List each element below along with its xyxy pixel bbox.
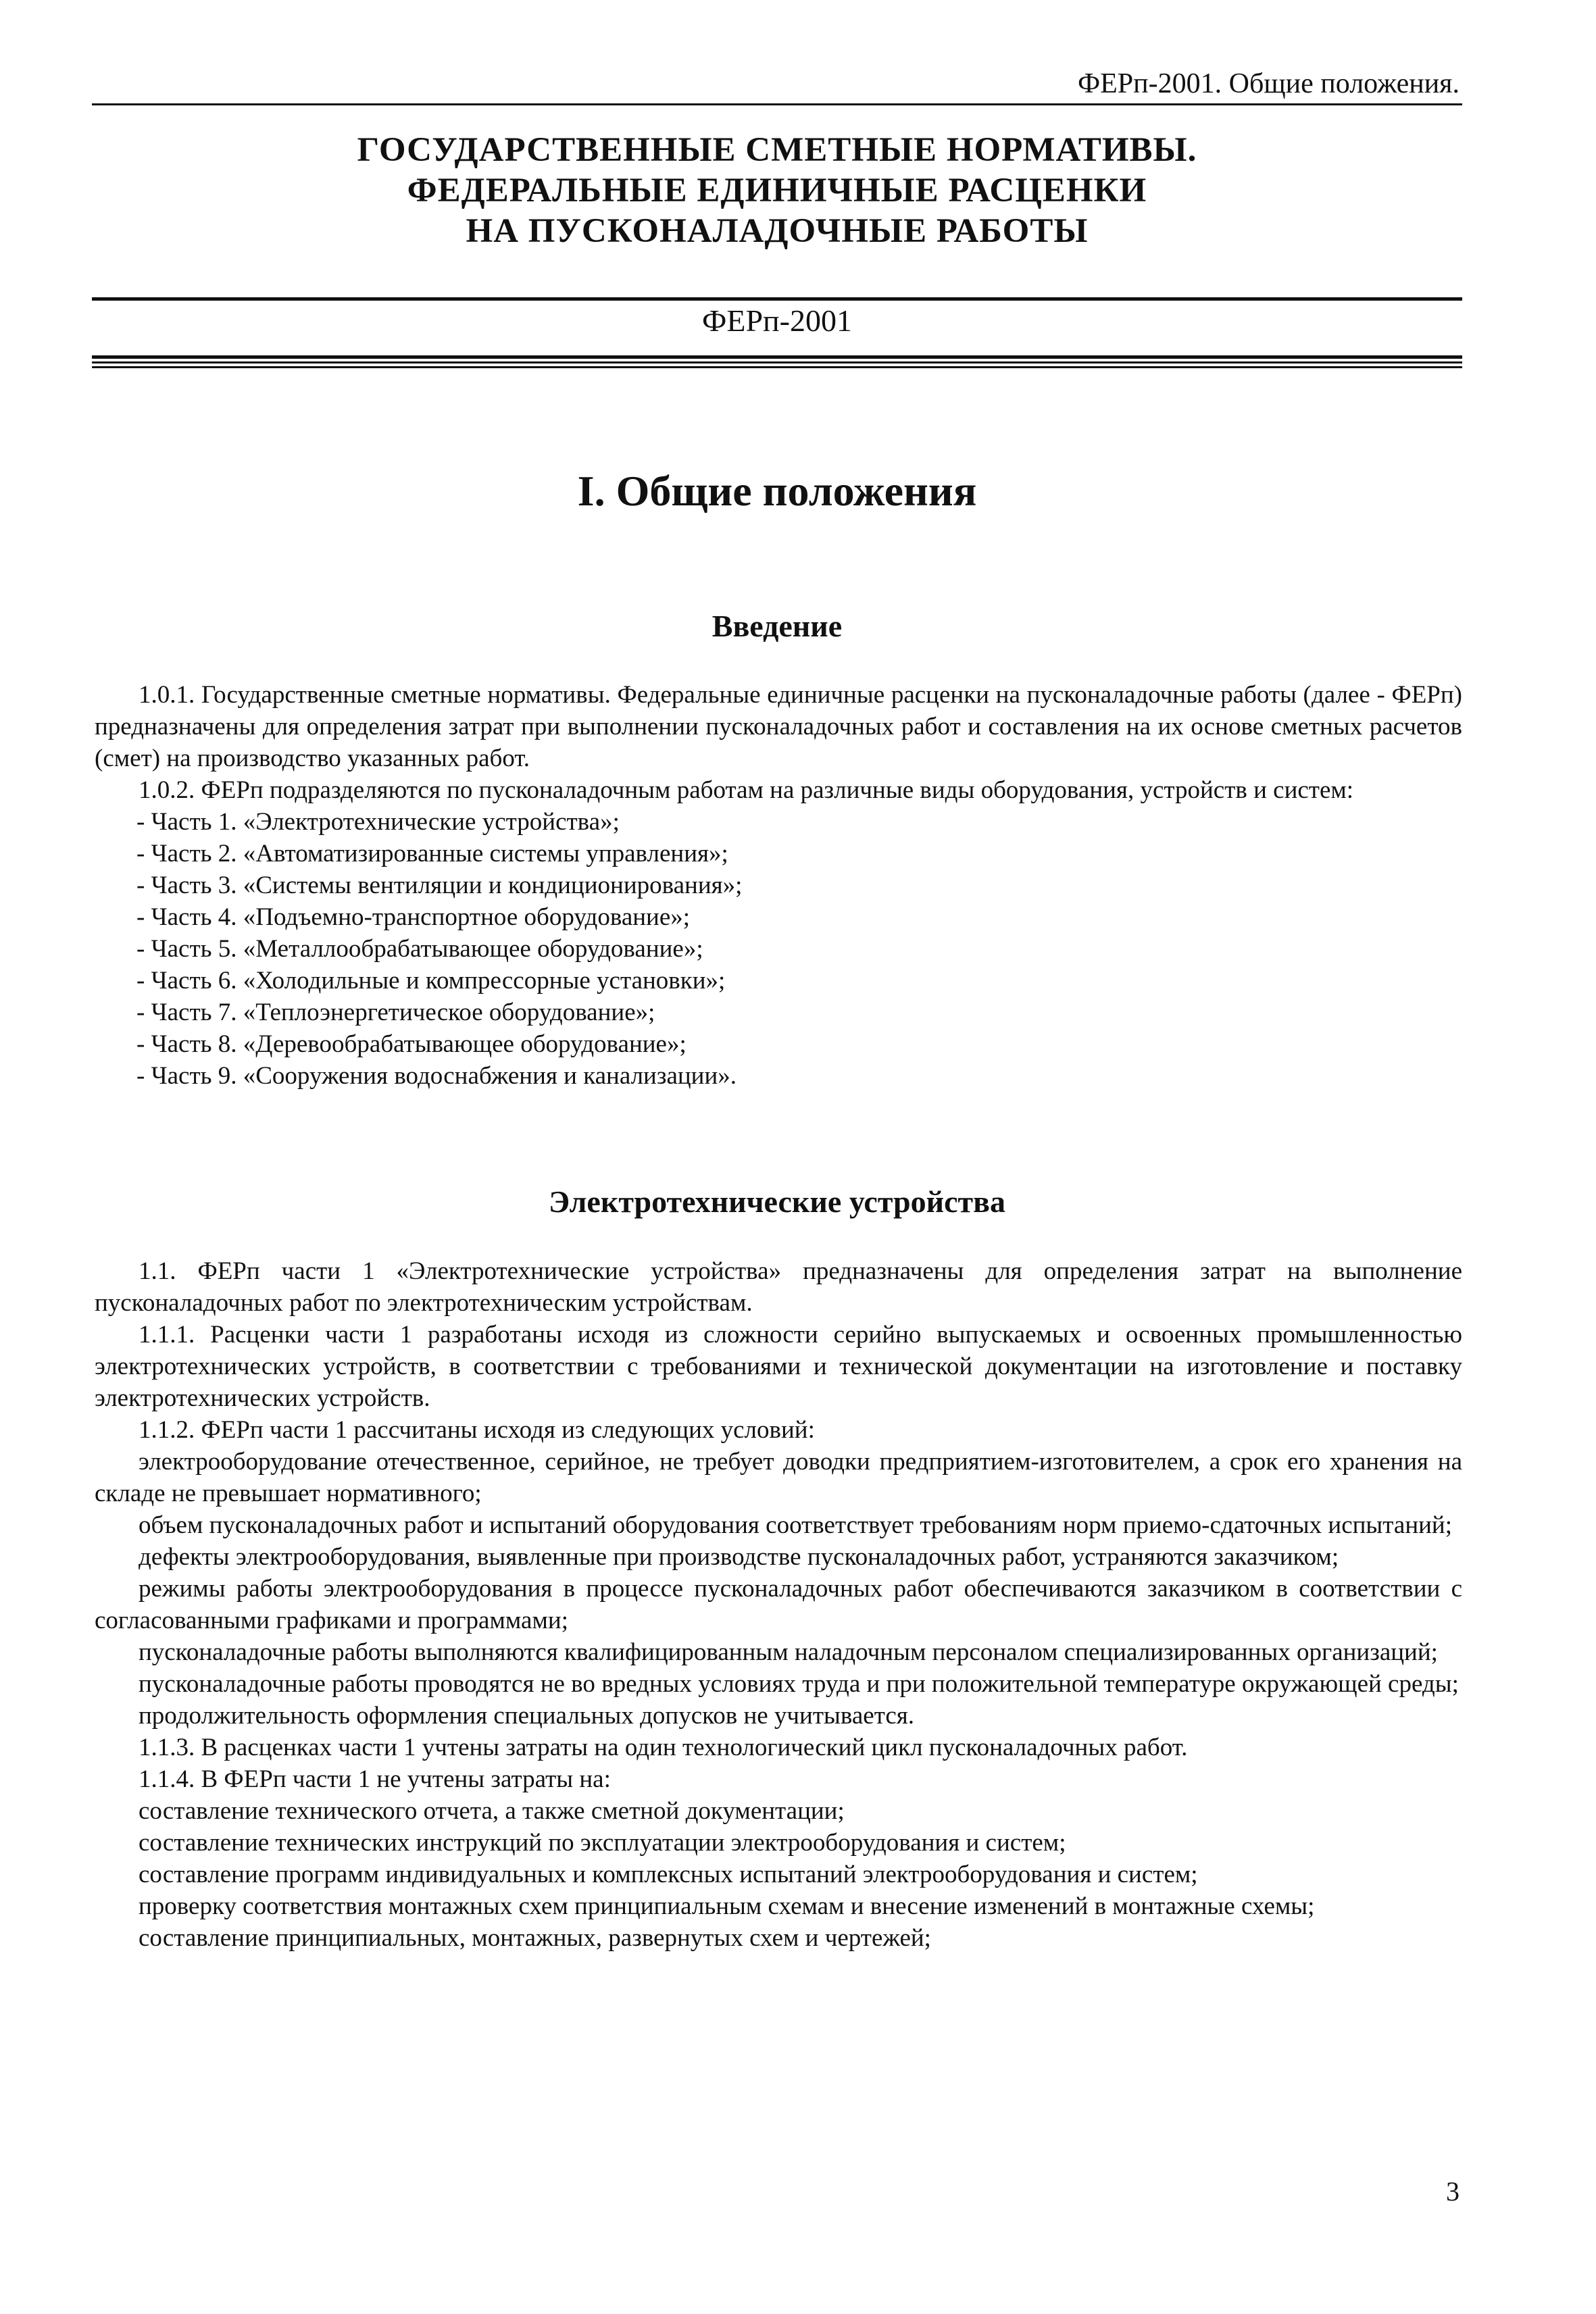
list-item: - Часть 3. «Системы вентиляции и кондиционирования»; xyxy=(136,872,743,899)
paragraph: 1.1.1. Расценки части 1 разработаны исходя из сложности серийно выпускаемых и освоенных промышленностью электротехнических устройств, в соответствии с требованиями и технической документации на изготовление и поставку электротехнических устройств. xyxy=(95,1321,1462,1412)
paragraph: дефекты электрооборудования, выявленные при производстве пусконаладочных работ, устраняются заказчиком; xyxy=(139,1543,1339,1571)
title-line-1: ГОСУДАРСТВЕННЫЕ СМЕТНЫЕ НОРМАТИВЫ. xyxy=(357,131,1197,169)
paragraph: 1.1. ФЕРп части 1 «Электротехнические устройства» предназначены для определения затрат на выполнение пусконаладочных работ по электротехническим устройствам. xyxy=(95,1257,1462,1317)
page-number: 3 xyxy=(1446,2176,1460,2207)
list-item: - Часть 1. «Электротехнические устройства»; xyxy=(136,808,620,836)
paragraph: электрооборудование отечественное, серийное, не требует доводки предприятием-изготовителем, а срок его хранения на складе не превышает нормативного; xyxy=(95,1448,1462,1507)
paragraph: составление технических инструкций по эксплуатации электрооборудования и систем; xyxy=(139,1829,1066,1857)
intro-heading: Введение xyxy=(712,609,843,643)
title-line-2: ФЕДЕРАЛЬНЫЕ ЕДИНИЧНЫЕ РАСЦЕНКИ xyxy=(407,172,1147,209)
intro-text xyxy=(95,679,1462,1092)
paragraph: режимы работы электрооборудования в процессе пусконаладочных работ обеспечиваются заказчиком в соответствии с согласованными графиками и программами; xyxy=(95,1575,1462,1634)
list-item: - Часть 7. «Теплоэнергетическое оборудование»; xyxy=(136,999,655,1026)
list-item: - Часть 6. «Холодильные и компрессорные установки»; xyxy=(136,967,726,995)
document-title xyxy=(92,130,1462,251)
intro-paragraph-2: 1.0.2. ФЕРп подразделяются по пусконаладочным работам на различные виды оборудования, устройств и систем: xyxy=(139,776,1354,804)
paragraph: 1.1.2. ФЕРп части 1 рассчитаны исходя из следующих условий: xyxy=(139,1416,815,1444)
paragraph: 1.1.4. В ФЕРп части 1 не учтены затраты на: xyxy=(139,1765,611,1793)
code-bottom-rule-3 xyxy=(92,366,1462,368)
code-bottom-rule-1 xyxy=(92,355,1462,359)
list-item: - Часть 8. «Деревообрабатывающее оборудование»; xyxy=(136,1030,687,1058)
paragraph: составление принципиальных, монтажных, развернутых схем и чертежей; xyxy=(139,1924,931,1952)
title-line-3: НА ПУСКОНАЛАДОЧНЫЕ РАБОТЫ xyxy=(466,212,1089,250)
paragraph: 1.1.3. В расценках части 1 учтены затраты на один технологический цикл пусконаладочных работ. xyxy=(139,1734,1188,1761)
paragraph: объем пусконаладочных работ и испытаний оборудования соответствует требованиям норм приемо-сдаточных испытаний; xyxy=(139,1511,1453,1539)
paragraph: составление технического отчета, а также сметной документации; xyxy=(139,1797,845,1825)
running-header: ФЕРп-2001. Общие положения. xyxy=(1077,68,1460,99)
electro-heading: Электротехнические устройства xyxy=(549,1184,1005,1219)
list-item: - Часть 4. «Подъемно-транспортное оборудование»; xyxy=(136,903,691,931)
paragraph: проверку соответствия монтажных схем принципиальным схемам и внесение изменений в монтажные схемы; xyxy=(139,1892,1315,1920)
paragraph: пусконаладочные работы выполняются квалифицированным наладочным персоналом специализированных организаций; xyxy=(139,1638,1438,1666)
code-top-rule xyxy=(92,297,1462,301)
header-rule xyxy=(92,103,1462,105)
paragraph: составление программ индивидуальных и комплексных испытаний электрооборудования и систем; xyxy=(139,1861,1198,1888)
section-title: I. Общие положения xyxy=(577,467,977,515)
paragraph: пусконаладочные работы проводятся не во вредных условиях труда и при положительной температуре окружающей среды; xyxy=(139,1670,1459,1698)
list-item: - Часть 2. «Автоматизированные системы управления»; xyxy=(136,840,728,867)
electro-text xyxy=(95,1255,1462,1954)
document-code: ФЕРп-2001 xyxy=(702,303,852,338)
paragraph: продолжительность оформления специальных допусков не учитывается. xyxy=(139,1702,915,1730)
intro-paragraph-1: 1.0.1. Государственные сметные нормативы. Федеральные единичные расценки на пусконаладочные работы (далее - ФЕРп) предназначены для определения затрат при выполнении пусконаладочных работ и составления на их основе сметных расчетов (смет) на производство указанных работ. xyxy=(95,681,1462,772)
list-item: - Часть 9. «Сооружения водоснабжения и канализации». xyxy=(136,1062,737,1090)
code-bottom-rule-2 xyxy=(92,361,1462,363)
list-item: - Часть 5. «Металлообрабатывающее оборудование»; xyxy=(136,935,703,963)
